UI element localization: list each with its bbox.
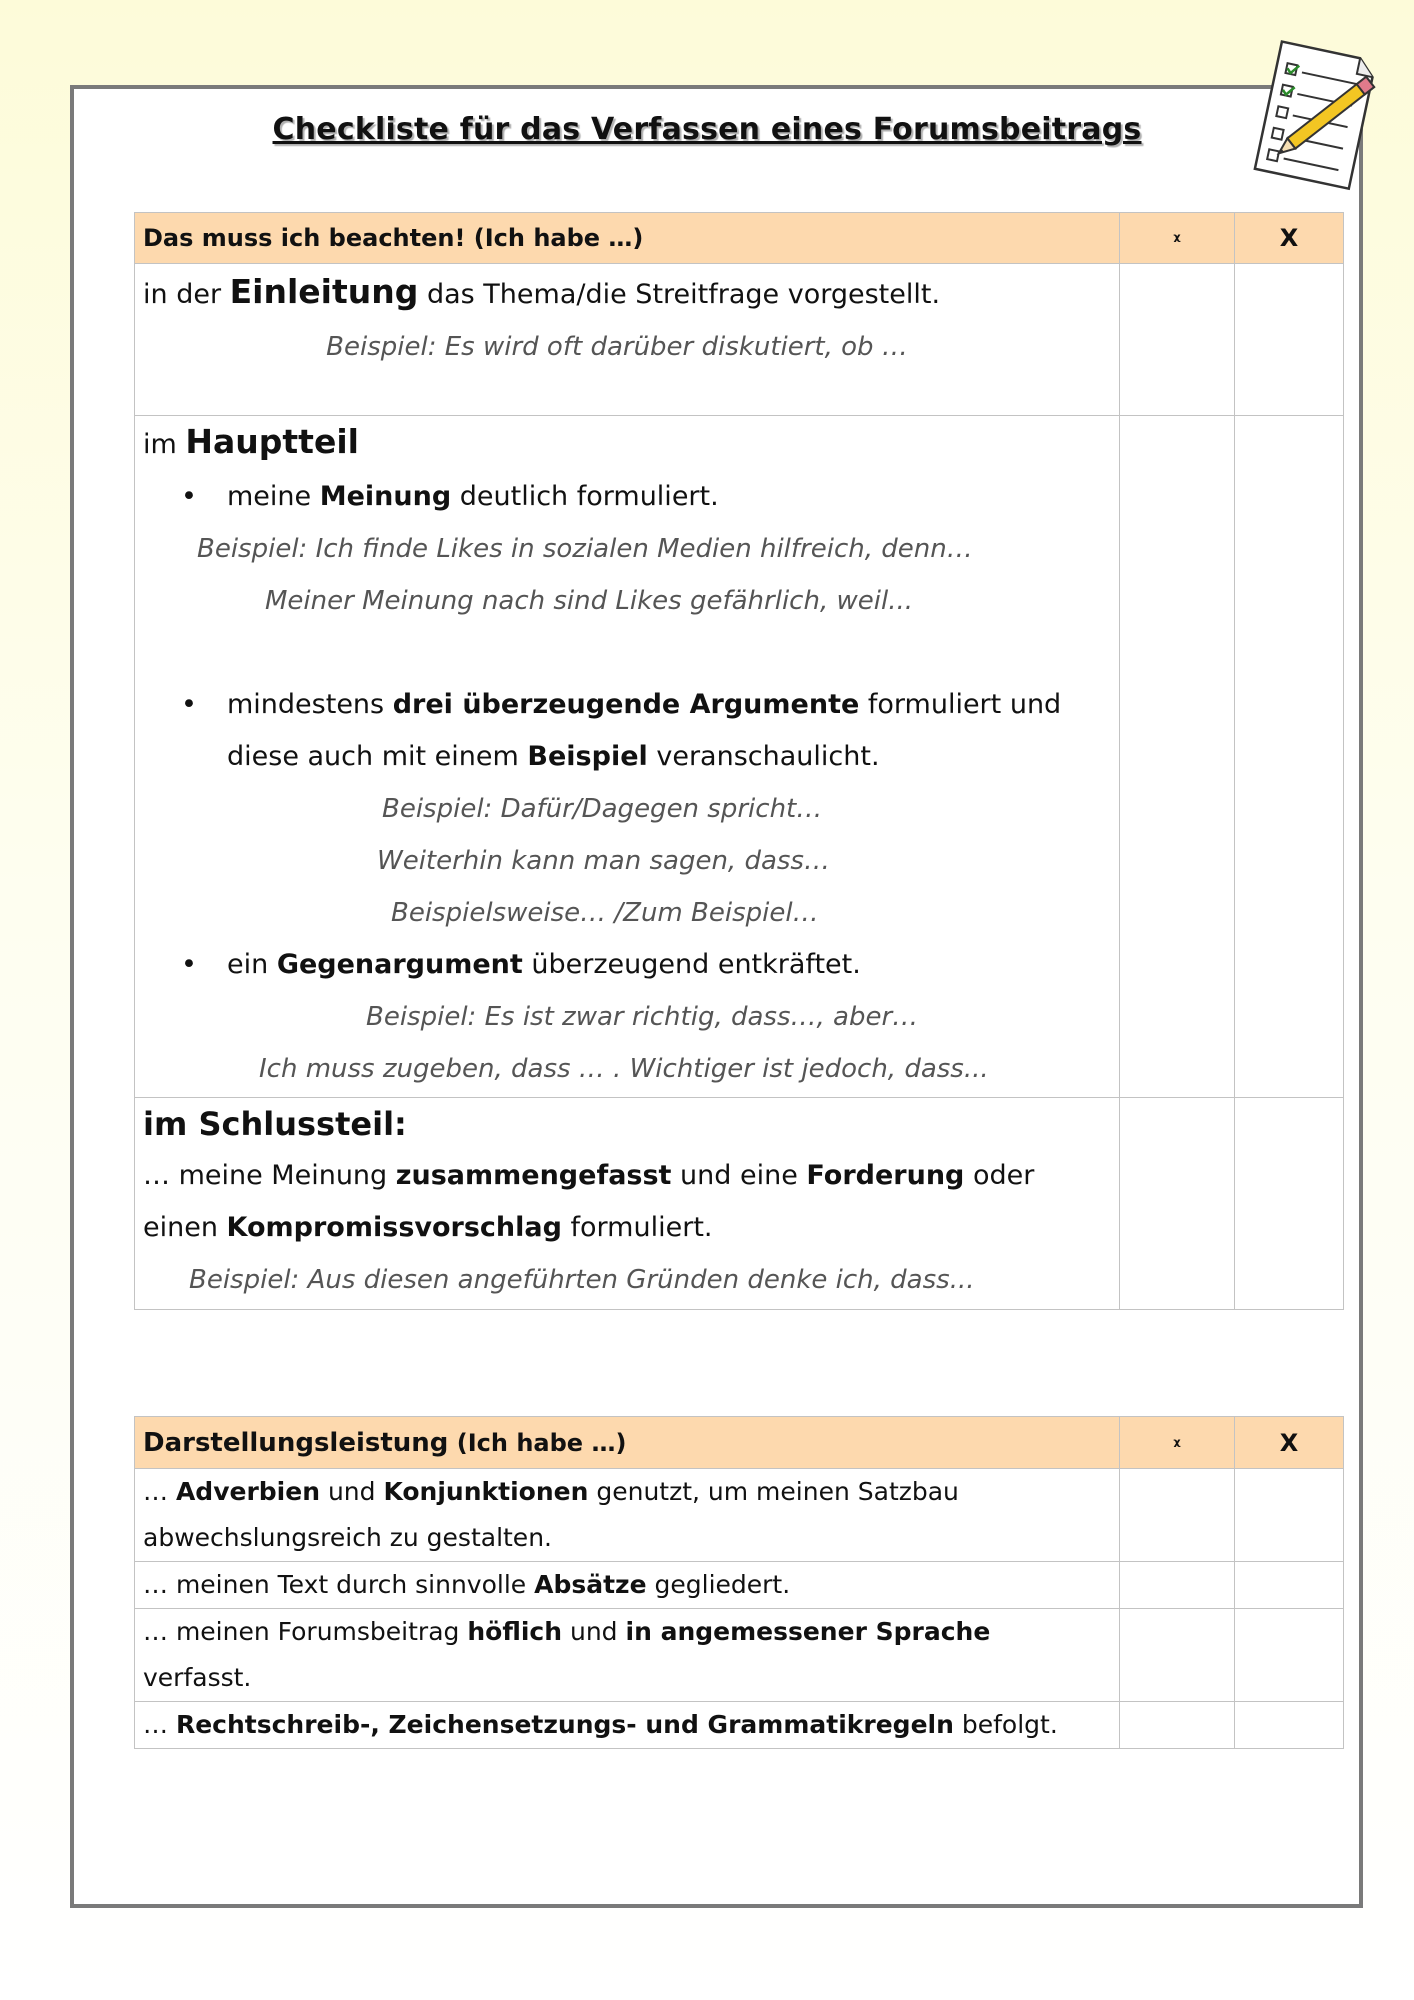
- table-row: … meinen Text durch sinnvolle Absätze gegliedert.: [135, 1562, 1344, 1609]
- table-row-schlussteil: im Schlussteil: … meine Meinung zusammengefasst und eine Forderung oder einen Kompromissvorschlag formuliert. Beispiel: Aus diesen angeführten Gründen denke ich, dass...: [135, 1098, 1344, 1310]
- x-cell[interactable]: [1235, 264, 1344, 416]
- x-cell[interactable]: [1235, 1562, 1344, 1609]
- x-cell[interactable]: [1235, 1609, 1344, 1702]
- x-cell[interactable]: [1235, 1098, 1344, 1310]
- page-title: Checkliste für das Verfassen eines Forumsbeitrags: [272, 112, 1142, 147]
- check-cell[interactable]: [1120, 1562, 1235, 1609]
- x-cell[interactable]: [1235, 1469, 1344, 1562]
- example-text: Ich muss zugeben, dass … . Wichtiger ist jedoch, dass...: [259, 1054, 989, 1084]
- keyword-hauptteil: Hauptteil: [185, 422, 359, 461]
- checklist-content-table: [134, 212, 1344, 1310]
- example-text: Beispiel: Aus diesen angeführten Gründen denke ich, dass...: [189, 1265, 975, 1295]
- checklist-pencil-icon: [1240, 30, 1390, 195]
- example-text: Beispiel: Dafür/Dagegen spricht…: [382, 794, 823, 824]
- example-text: Weiterhin kann man sagen, dass…: [377, 846, 830, 876]
- check-cell[interactable]: [1120, 416, 1235, 1098]
- darstellung-table: [134, 1416, 1344, 1749]
- table-row: … meinen Forumsbeitrag höflich und in angemessener Sprache verfasst.: [135, 1609, 1344, 1702]
- keyword-einleitung: Einleitung: [229, 272, 419, 311]
- table-row-einleitung: in der Einleitung das Thema/die Streitfrage vorgestellt. Beispiel: Es wird oft darüber diskutiert, ob …: [135, 264, 1344, 416]
- check-cell[interactable]: [1120, 264, 1235, 416]
- example-text: Beispiel: Es wird oft darüber diskutiert, ob …: [326, 332, 908, 362]
- table-row: … Adverbien und Konjunktionen genutzt, um meinen Satzbau abwechslungsreich zu gestalten.: [135, 1469, 1344, 1562]
- scribble-check-icon: ᵡ: [1173, 1434, 1181, 1456]
- example-text: Beispiel: Es ist zwar richtig, dass…, aber…: [366, 1002, 919, 1032]
- table-header-row: Darstellungsleistung (Ich habe …) ᵡ X: [135, 1417, 1344, 1469]
- table-header-row: [135, 213, 1344, 264]
- list-item: • ein Gegenargument überzeugend entkräftet.: [135, 939, 1119, 991]
- table-row-hauptteil: im Hauptteil • meine Meinung deutlich formuliert. Beispiel: Ich finde Likes in sozialen Medien hilfreich, denn… Meiner Meinung nach sind Likes gefährlich, weil... • mindestens drei überzeugende Argumente formuliert und diese auch mit einem Beispiel veranschaulicht. Beispiel: Dafür/Dagegen spricht… Weiterhin kann man sagen, dass… Beispielsweise… /Zum Beispiel… • ein Gegenargument überzeugend entkräftet. Beispiel: Es ist zwar richtig, dass…, aber… Ich muss zugeben, dass … . Wichtiger ist jedoch, dass...: [135, 416, 1344, 1098]
- list-item: • mindestens drei überzeugende Argumente formuliert und: [135, 679, 1119, 731]
- section-heading: im Schlussteil:: [143, 1105, 407, 1143]
- header-label: Darstellungsleistung: [143, 1427, 449, 1458]
- check-cell[interactable]: [1120, 1469, 1235, 1562]
- example-text: Beispielsweise… /Zum Beispiel…: [391, 898, 819, 928]
- x-cell[interactable]: [1235, 1702, 1344, 1749]
- header-label: Das muss ich beachten! (Ich habe …): [135, 213, 1120, 264]
- list-item: • meine Meinung deutlich formuliert.: [135, 471, 1119, 523]
- check-cell[interactable]: [1120, 1609, 1235, 1702]
- example-text: Meiner Meinung nach sind Likes gefährlich, weil...: [265, 586, 913, 616]
- header-x: X: [1235, 213, 1344, 264]
- example-text: Beispiel: Ich finde Likes in sozialen Medien hilfreich, denn…: [197, 534, 973, 564]
- header-x: X: [1235, 1417, 1344, 1469]
- scribble-check-icon: ᵡ: [1173, 230, 1181, 251]
- x-cell[interactable]: [1235, 416, 1344, 1098]
- table-row: … Rechtschreib-, Zeichensetzungs- und Grammatikregeln befolgt.: [135, 1702, 1344, 1749]
- check-cell[interactable]: [1120, 1098, 1235, 1310]
- check-cell[interactable]: [1120, 1702, 1235, 1749]
